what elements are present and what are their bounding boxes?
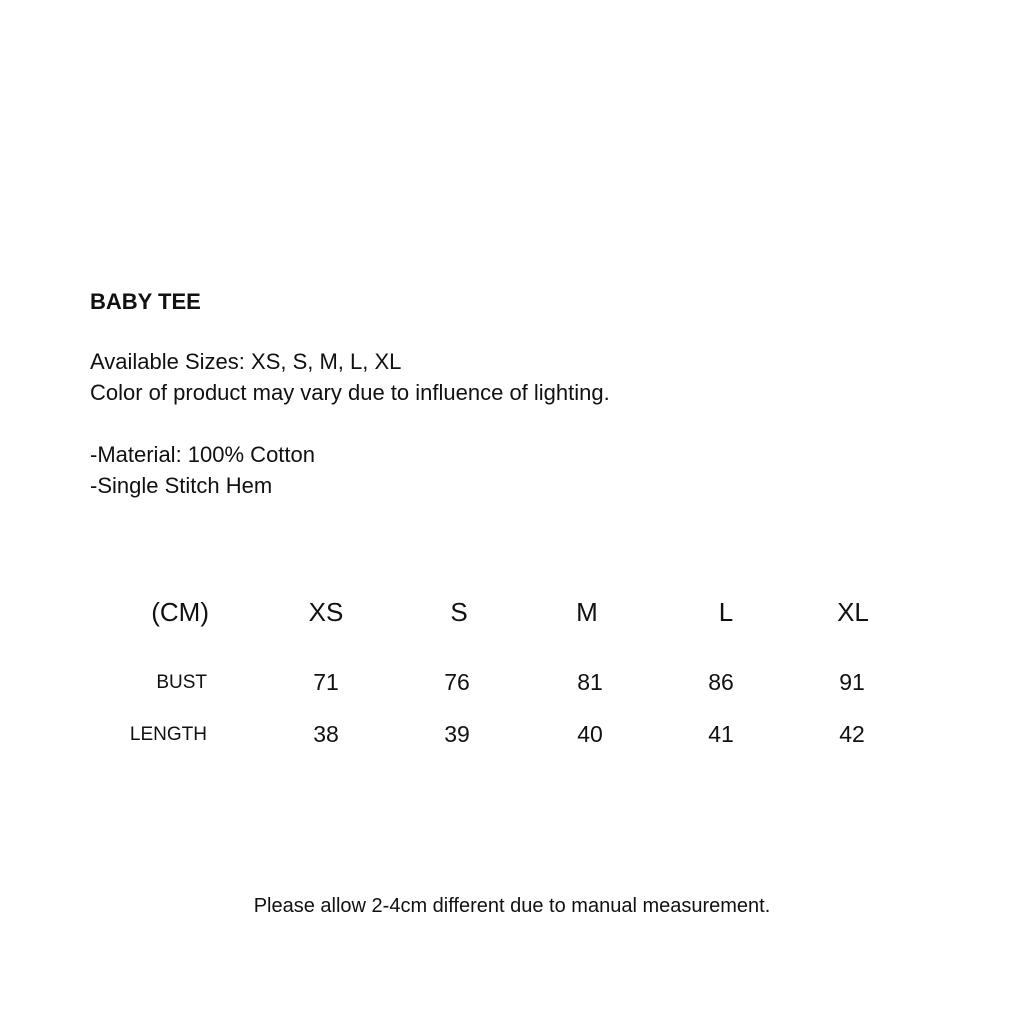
table-cell: 38 xyxy=(313,721,339,747)
available-sizes-text: Available Sizes: XS, S, M, L, XL xyxy=(90,349,402,374)
size-header-l: L xyxy=(718,597,734,627)
table-cell: 86 xyxy=(708,669,734,695)
table-cell: 76 xyxy=(444,669,470,695)
measurement-note: Please allow 2-4cm different due to manual measurement. xyxy=(253,895,771,917)
row-label-bust: BUST xyxy=(156,672,207,693)
size-header-m: M xyxy=(576,597,598,627)
table-cell: 39 xyxy=(444,721,470,747)
size-header-xs: XS xyxy=(308,597,344,627)
table-cell: 40 xyxy=(577,721,603,747)
table-cell: 81 xyxy=(577,669,603,695)
table-cell: 41 xyxy=(708,721,734,747)
row-label-length: LENGTH xyxy=(129,724,207,745)
product-title: BABY TEE xyxy=(90,289,201,314)
hem-text: -Single Stitch Hem xyxy=(90,473,273,498)
table-cell: 91 xyxy=(839,669,865,695)
unit-header: (CM) xyxy=(151,597,209,627)
table-cell: 42 xyxy=(839,721,865,747)
table-cell: 71 xyxy=(313,669,339,695)
material-text: -Material: 100% Cotton xyxy=(90,442,315,467)
color-disclaimer-text: Color of product may vary due to influence of lighting. xyxy=(90,380,610,405)
size-header-xl: XL xyxy=(837,597,869,627)
size-header-s: S xyxy=(450,597,468,627)
